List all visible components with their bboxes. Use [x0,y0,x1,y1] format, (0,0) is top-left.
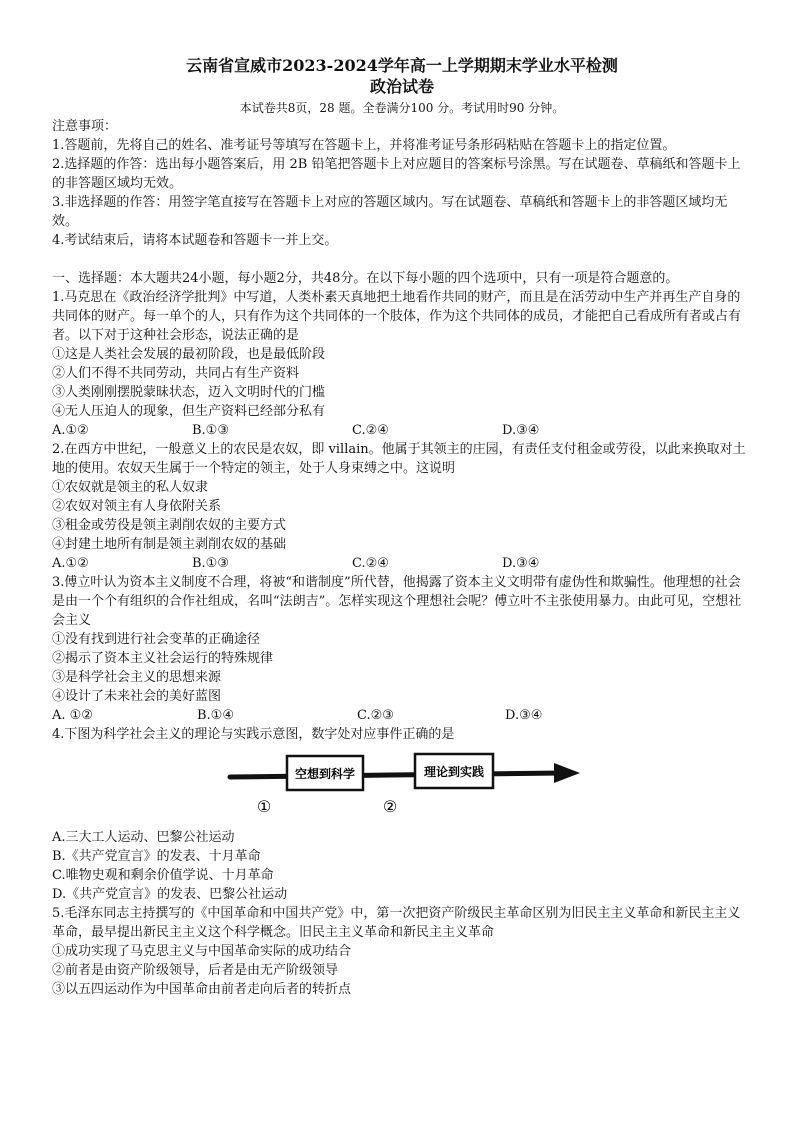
question-3-stem: 3.傅立叶认为资本主义制度不合理，将被“和谐制度”所代替，他揭露了资本主义文明带有虚伪性和欺骗性。他理想的社会是由一个个有组织的合作社组成，名叫“法朗吉”。怎样实现这个理想社会呢？傅立叶不主张使用暴力。由此可见，空想社会主义 [52,575,742,628]
option-c: C.②④ [352,556,389,571]
question-3-item: ②揭示了资本主义社会运行的特殊规律 [52,651,274,666]
question-4-option-b: B.《共产党宣言》的发表、十月革命 [52,849,261,864]
question-1-stem: 1.马克思在《政治经济学批判》中写道，人类朴素天真地把土地看作共同的财产，而且是在活劳动中生产并再生产自身的共同体的财产。每一单个的人，只有作为这个共同体的一个肢体，作为这个共同体的成员，才能把自己看成所有者或占有者。以下对于这种社会形态，说法正确的是 [52,290,742,343]
diagram-mark-2: ② [382,797,398,816]
note-item: 3.非选择题的作答：用签字笔直接写在答题卡上对应的答题区域内。写在试题卷、草稿纸和答题卡上的非答题区域均无效。 [52,195,728,229]
question-5-item: ②前者是由资产阶级领导，后者是由无产阶级领导 [52,963,339,978]
question-3-item: ④设计了未来社会的美好蓝图 [52,689,222,704]
question-1-item: ④无人压迫人的现象，但生产资料已经部分私有 [52,404,326,419]
diagram-mark-1: ① [256,797,272,816]
diagram-box-2-label: 理论到实践 [423,765,485,779]
diagram-arrow-head [554,763,580,783]
question-3-options [52,706,752,725]
exam-subject: 政治试卷 [369,77,434,96]
question-3-item: ①没有找到进行社会变革的正确途径 [52,632,261,647]
question-3-item: ③是科学社会主义的思想来源 [52,670,222,685]
option-d: D.③④ [502,556,540,571]
question-5-item: ①成功实现了马克思主义与中国革命实际的成功结合 [52,944,352,959]
question-5-stem: 5.毛泽东同志主持撰写的《中国革命和中国共产党》中，第一次把资产阶级民主革命区别为旧民主主义革命和新民主主义革命，最早提出新民主主义这个科学概念。旧民主主义革命和新民主主义革命 [52,906,741,940]
question-1-item: ②人们不得不共同劳动，共同占有生产资料 [52,366,300,381]
option-c: C.②④ [352,423,389,438]
question-2-item: ④封建土地所有制是领主剥削农奴的基础 [52,537,287,552]
question-2-stem: 2.在西方中世纪，一般意义上的农民是农奴，即 villain。他属于其领主的庄园，有责任支付租金或劳役，以此来换取对土地的使用。农奴天生属于一个特定的领主，处于人身束缚之中。这说明 [52,442,746,476]
option-d: D.③④ [502,423,540,438]
question-2-options [52,554,752,573]
question-4-option-d: D.《共产党宣言》的发表、巴黎公社运动 [52,887,288,902]
question-1-options [52,421,752,440]
diagram-arrow-line [230,773,562,777]
note-item: 2.选择题的作答：选出每小题答案后，用 2B 铅笔把答题卡上对应题目的答案标号涂黑。写在试题卷、草稿纸和答题卡上的非答题区域均无效。 [52,157,741,191]
note-item: 4.考试结束后，请将本试题卷和答题卡一并上交。 [52,233,338,248]
question-2-item: ②农奴对领主有人身依附关系 [52,499,222,514]
option-a: A.①② [52,556,89,571]
theory-practice-diagram [52,748,752,824]
option-d: D.③④ [505,708,543,723]
exam-info: 本试卷共8页，28 题。全卷满分100 分。考试用时90 分钟。 [239,101,565,115]
question-4-stem: 4.下图为科学社会主义的理论与实践示意图，数字处对应事件正确的是 [52,727,455,742]
option-a: A. ①② [52,708,93,723]
note-item: 1.答题前，先将自己的姓名、准考证号等填写在答题卡上，并将准考证号条形码粘贴在答题卡上的指定位置。 [52,138,676,153]
diagram-box-1-label: 空想到科学 [294,767,356,781]
question-2-item: ①农奴就是领主的私人奴隶 [52,480,209,495]
question-4-option-c: C.唯物史观和剩余价值学说、十月革命 [52,868,274,883]
question-1-item: ③人类刚刚摆脱蒙昧状态，迈入文明时代的门槛 [52,385,326,400]
notes-heading: 注意事项： [52,119,118,134]
exam-page [52,55,752,999]
option-c: C.②③ [357,708,394,723]
exam-title: 云南省宣威市2023-2024学年高一上学期期末学业水平检测 [186,56,618,75]
option-a: A.①② [52,423,89,438]
diagram-svg [222,748,612,822]
option-b: B.①③ [192,556,229,571]
question-5-item: ③以五四运动作为中国革命由前者走向后者的转折点 [52,982,352,997]
option-b: B.①③ [192,423,229,438]
question-4-option-a: A.三大工人运动、巴黎公社运动 [52,830,235,845]
question-1-item: ①这是人类社会发展的最初阶段，也是最低阶段 [52,347,326,362]
question-2-item: ③租金或劳役是领主剥削农奴的主要方式 [52,518,287,533]
section-heading: 一、选择题：本大题共24小题，每小题2分，共48分。在以下每小题的四个选项中，只有一项是符合题意的。 [52,271,679,286]
option-b: B.①④ [197,708,234,723]
